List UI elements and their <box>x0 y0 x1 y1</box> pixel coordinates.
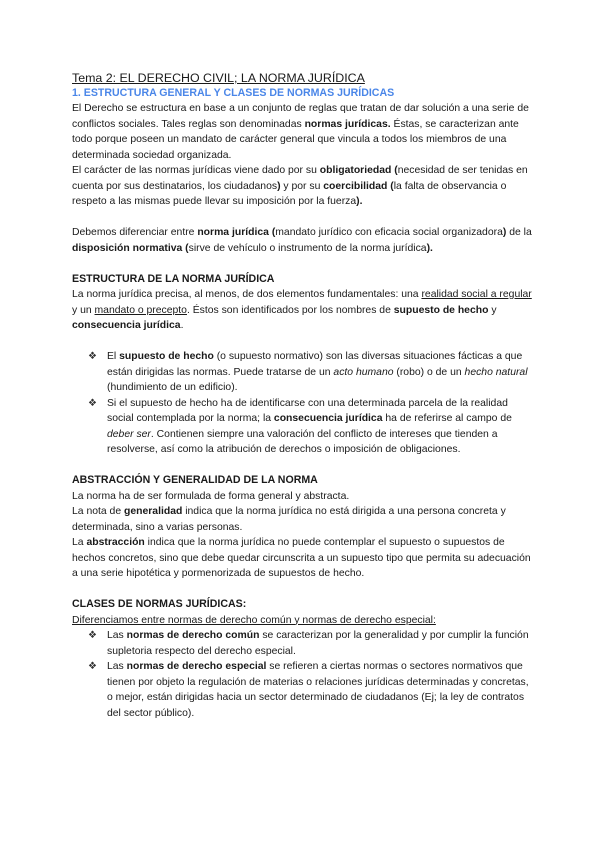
paragraph: Diferenciamos entre normas de derecho común y normas de derecho especial: <box>72 614 436 626</box>
diamond-bullet-icon: ❖ <box>88 397 97 409</box>
list-item: ❖ Las normas de derecho común se caracterizan por la generalidad y por cumplir la función supletoria respecto del derecho especial. <box>88 630 529 657</box>
list-item: ❖ El supuesto de hecho (o supuesto normativo) son las diversas situaciones fácticas a que están dirigidas las normas. Puede tratarse de un acto humano (robo) o de un hecho natural (hundimiento de un edificio). <box>88 351 528 393</box>
page-title: Tema 2: EL DERECHO CIVIL; LA NORMA JURÍDICA <box>72 71 365 85</box>
section-heading-norma: ESTRUCTURA DE LA NORMA JURÍDICA <box>72 272 275 285</box>
list-item: ❖ Si el supuesto de hecho ha de identificarse con una determinada parcela de la realidad social contemplada por la norma; la consecuencia jurídica ha de referirse al campo de deber ser. Contienen siempre una valoración del conflicto de intereses que tienden a resolverse, así como la atribución de derechos o imposición de obligaciones. <box>88 397 512 455</box>
document-page <box>72 70 532 721</box>
paragraph: La abstracción indica que la norma jurídica no puede contemplar el supuesto o supuestos de hechos concretos, sino que debe quedar circunscrita a un supuesto tipo que permita su adecuación a una serie hipotética y pormenorizada de supuestos de hecho. <box>72 537 531 579</box>
paragraph: El carácter de las normas jurídicas viene dado por su obligatoriedad (necesidad de ser tenidas en cuenta por sus destinatarios, los ciudadanos) y por su coercibilidad (la falta de observancia o respeto a las mismas puede llevar su imposición por la fuerza). <box>72 165 528 207</box>
diamond-bullet-icon: ❖ <box>88 351 97 362</box>
bullet-list <box>72 349 532 458</box>
section-heading-structure: 1. ESTRUCTURA GENERAL Y CLASES DE NORMAS JURÍDICAS <box>72 87 395 99</box>
bullet-list <box>72 628 532 721</box>
paragraph: La norma ha de ser formulada de forma general y abstracta. <box>72 490 350 502</box>
list-item: ❖ Las normas de derecho especial se refieren a ciertas normas o sectores normativos que tienen por objeto la regulación de materias o relaciones jurídicas determinadas y concretas, o mejor, están dirigidas hacia un sector determinado de ciudadanos (Ej; la ley de contratos del sector público). <box>88 661 529 719</box>
paragraph: La nota de generalidad indica que la norma jurídica no está dirigida a una persona concreta y determinada, sino a varias personas. <box>72 506 506 533</box>
section-heading-abstraction: ABSTRACCIÓN Y GENERALIDAD DE LA NORMA <box>72 474 318 486</box>
section-heading-classes: CLASES DE NORMAS JURÍDICAS: <box>72 598 247 610</box>
paragraph: Debemos diferenciar entre norma jurídica (mandato jurídico con eficacia social organizadora) de la disposición normativa (sirve de vehículo o instrumento de la norma jurídica). <box>72 227 532 254</box>
diamond-bullet-icon: ❖ <box>88 661 97 672</box>
paragraph: La norma jurídica precisa, al menos, de dos elementos fundamentales: una realidad social a regular y un mandato o precepto. Éstos son identificados por los nombres de supuesto de hecho y consecuencia jurídica. <box>72 289 532 331</box>
paragraph: El Derecho se estructura en base a un conjunto de reglas que tratan de dar solución a una serie de conflictos sociales. Tales reglas son denominadas normas jurídicas. Éstas, se caracterizan ante todo porque poseen un mandato de carácter general que vincula a todos los miembros de una determinada sociedad organizada. <box>72 103 529 161</box>
diamond-bullet-icon: ❖ <box>88 630 97 641</box>
